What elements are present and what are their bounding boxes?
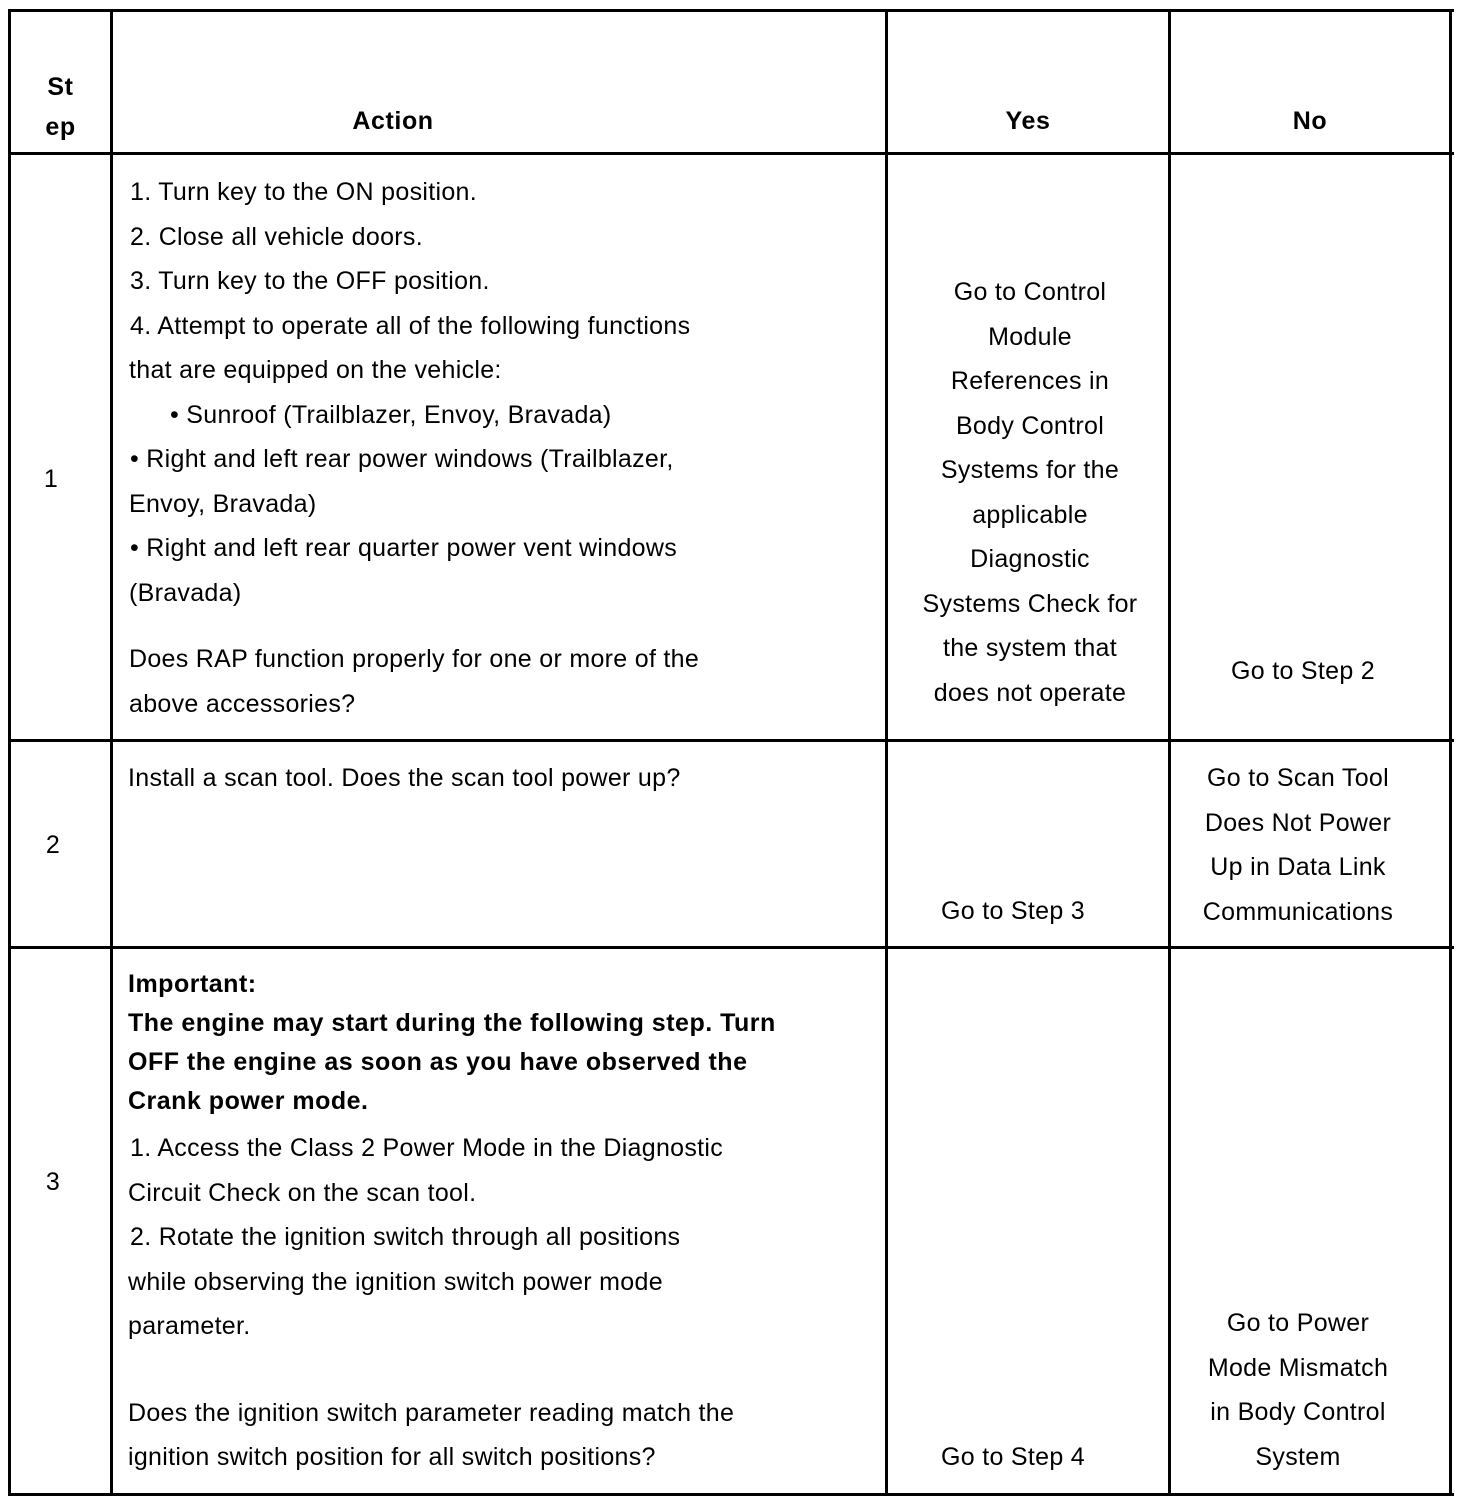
table-border-bottom: [8, 1493, 1454, 1496]
row-divider-2: [8, 946, 1454, 949]
row3-action-line: while observing the ignition switch power mode: [128, 1268, 663, 1296]
column-divider-step: [110, 9, 113, 1496]
header-step-line2: ep: [45, 113, 76, 141]
row1-action-line: 3. Turn key to the OFF position.: [130, 267, 490, 295]
row3-action-line: 1. Access the Class 2 Power Mode in the Diagnostic: [130, 1134, 724, 1162]
row3-step: 3: [45, 1168, 61, 1196]
row3-action-line: parameter.: [128, 1312, 251, 1340]
header-divider: [8, 152, 1454, 155]
row1-action-line: • Right and left rear power windows (Trailblazer,: [130, 445, 674, 473]
row1-action-line: that are equipped on the vehicle:: [129, 356, 502, 384]
row1-yes-line: the system that: [942, 634, 1118, 662]
row1-action-line: • Right and left rear quarter power vent windows: [130, 534, 678, 562]
row1-action-line: (Bravada): [129, 579, 242, 607]
row1-yes-line: Systems for the: [940, 456, 1120, 484]
diagnostic-table: [8, 9, 1454, 1496]
row3-no-line: System: [1255, 1442, 1341, 1471]
header-step: [11, 67, 110, 147]
row3-important-block: [128, 965, 776, 1121]
header-no: No: [1292, 107, 1328, 135]
table-border-left: [8, 9, 11, 1496]
row2-action-line: Install a scan tool. Does the scan tool power up?: [128, 764, 681, 792]
row3-action-line: Circuit Check on the scan tool.: [128, 1179, 477, 1207]
row-divider-1: [8, 739, 1454, 742]
row1-action-line: 1. Turn key to the ON position.: [130, 178, 477, 206]
row1-action-line: 4. Attempt to operate all of the following functions: [130, 312, 691, 340]
column-divider-yes: [1168, 9, 1171, 1496]
header-step-line1: St: [47, 73, 74, 101]
row3-question-line: Does the ignition switch parameter reading match the: [128, 1399, 735, 1427]
row2-no-line: Does Not Power: [1204, 808, 1392, 837]
row1-yes-line: Module: [988, 322, 1072, 351]
row1-yes-line: Body Control: [955, 411, 1105, 440]
row1-yes-line: applicable: [972, 500, 1088, 529]
row1-yes: [905, 270, 1155, 715]
row1-yes-line: Diagnostic: [970, 545, 1090, 573]
table-border-top: [8, 9, 1454, 12]
row2-no-line: Go to Scan Tool: [1207, 764, 1389, 792]
row1-action-line: • Sunroof (Trailblazer, Envoy, Bravada): [170, 401, 612, 429]
row1-action-line: 2. Close all vehicle doors.: [130, 223, 423, 251]
column-divider-action: [885, 9, 888, 1496]
row3-important-line: The engine may start during the following step. Turn: [128, 1009, 776, 1037]
row1-yes-line: does not operate: [933, 678, 1127, 707]
header-yes: Yes: [1005, 107, 1051, 135]
row3-no-line: Go to Power: [1226, 1309, 1370, 1337]
row3-important-line: OFF the engine as soon as you have observed the: [128, 1048, 748, 1076]
row3-no-line: in Body Control: [1210, 1398, 1386, 1426]
row1-no: Go to Step 2: [1231, 657, 1375, 685]
header-action: Action: [352, 107, 434, 135]
row2-step: 2: [45, 831, 61, 859]
row3-yes: Go to Step 4: [941, 1443, 1085, 1471]
row1-yes-line: Go to Control: [953, 278, 1107, 306]
row3-important-line: Crank power mode.: [128, 1087, 369, 1115]
row1-question-line: above accessories?: [129, 690, 356, 718]
row3-question-line: ignition switch position for all switch positions?: [128, 1443, 656, 1471]
row1-question-line: Does RAP function properly for one or more of the: [129, 645, 700, 673]
row3-no: [1173, 1301, 1423, 1479]
row3-no-line: Mode Mismatch: [1207, 1353, 1389, 1382]
table-border-right: [1449, 9, 1452, 1496]
row1-action-line: Envoy, Bravada): [129, 490, 317, 518]
row1-yes-line: Systems Check for: [922, 589, 1138, 618]
row2-yes: Go to Step 3: [941, 897, 1085, 925]
row3-important-label: Important:: [128, 970, 257, 998]
row2-no-line: Up in Data Link: [1210, 853, 1386, 881]
row2-no-line: Communications: [1202, 897, 1394, 926]
row1-yes-line: References in: [950, 367, 1110, 395]
row3-action-line: 2. Rotate the ignition switch through all positions: [130, 1223, 681, 1251]
row2-no: [1173, 756, 1423, 934]
row1-step: 1: [43, 465, 59, 493]
